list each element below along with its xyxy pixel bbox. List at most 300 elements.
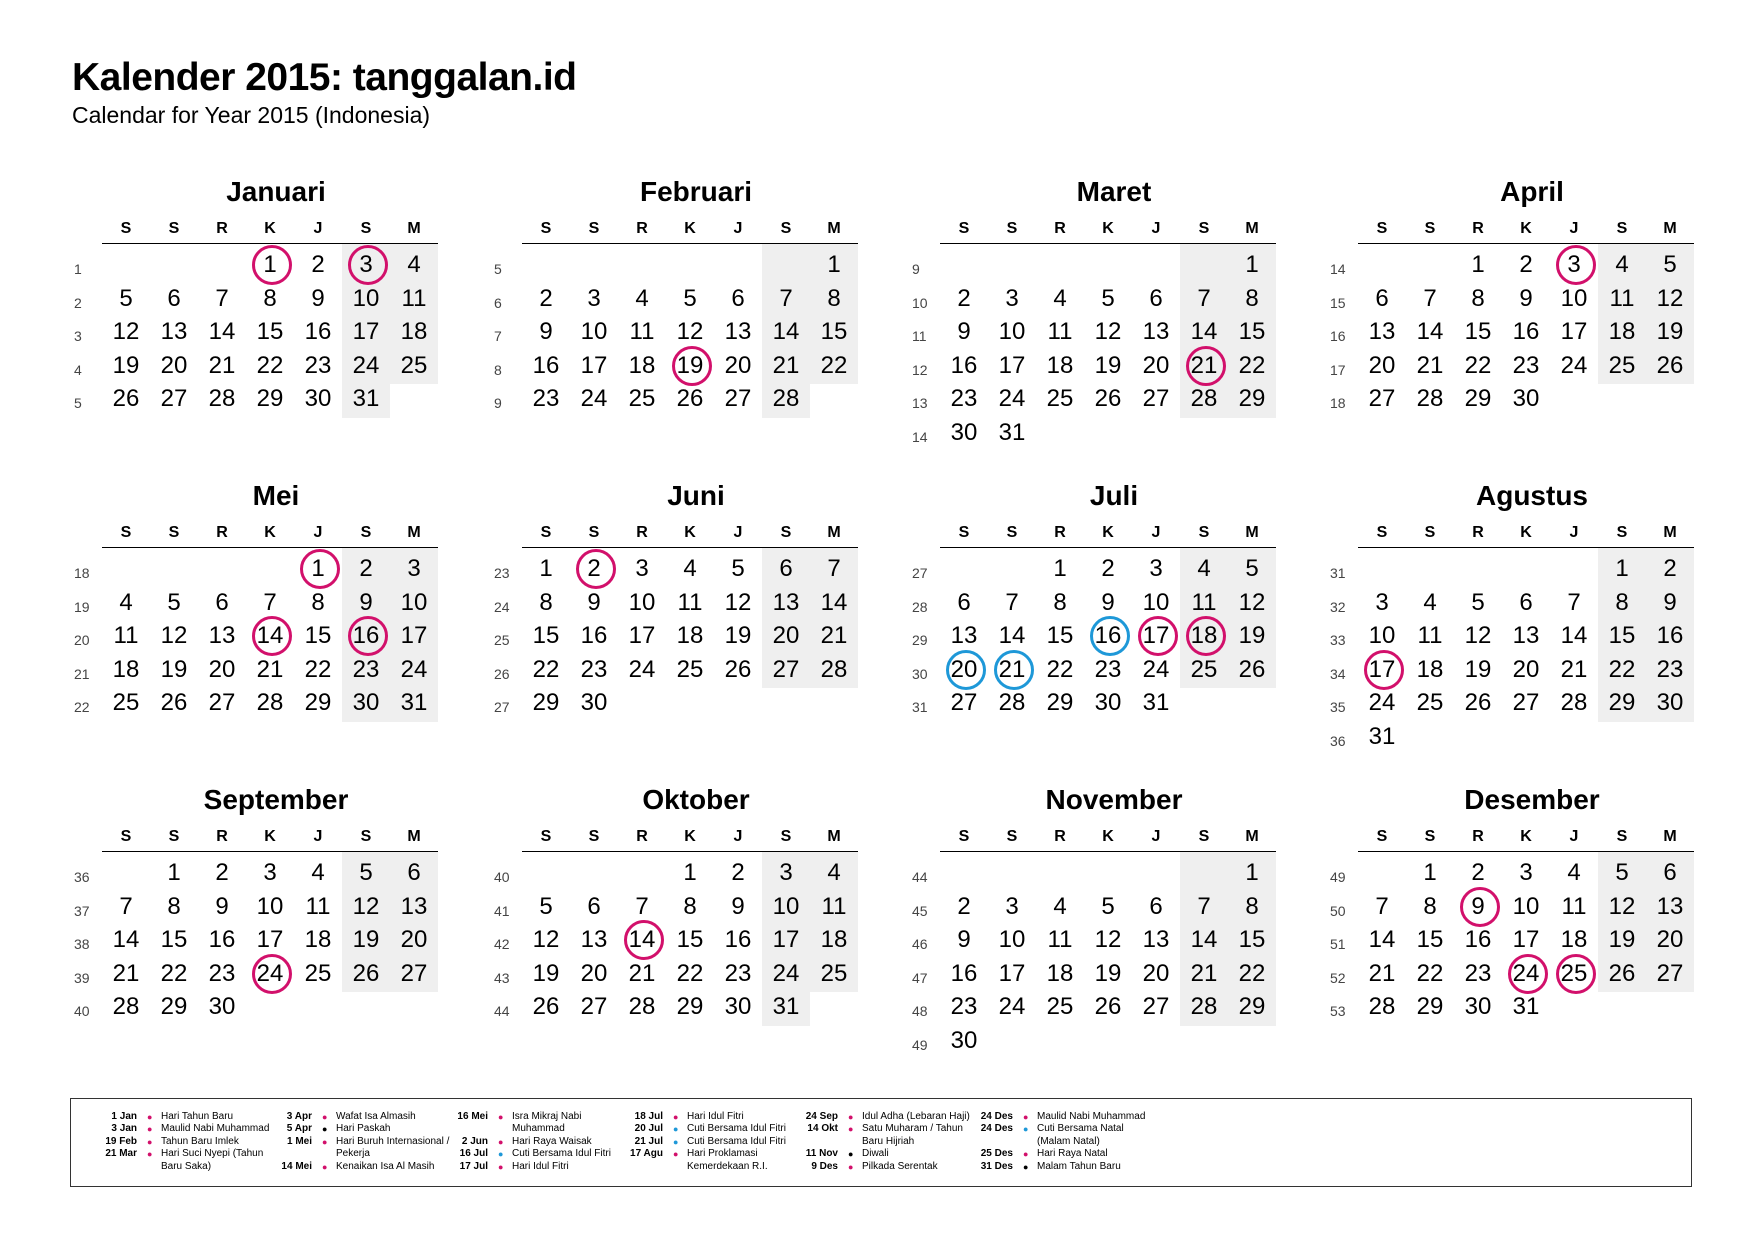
week-number: 1: [74, 261, 82, 277]
day-cell: 2: [1663, 555, 1677, 582]
week-number: 49: [1330, 869, 1346, 885]
day-cell: 27: [1512, 689, 1540, 716]
day-cell: 23: [1094, 655, 1122, 683]
day-cell-holiday: 1: [294, 552, 342, 585]
day-cell: 2: [1471, 859, 1485, 886]
day-cell-holiday: 21: [988, 653, 1036, 686]
header-rule: [102, 547, 438, 548]
day-cell: 21: [820, 622, 848, 649]
legend-date: 1 Mei: [286, 1135, 312, 1147]
month-januari: [68, 176, 458, 476]
day-cell: 1: [827, 251, 841, 278]
day-cell: 29: [1046, 689, 1074, 716]
month-juli: [906, 480, 1296, 780]
day-cell: 1: [1471, 251, 1485, 278]
day-cell: 29: [1608, 689, 1636, 716]
day-cell: 29: [1238, 385, 1266, 412]
day-cell-holiday: 14: [618, 923, 666, 956]
header-rule: [1358, 851, 1694, 852]
week-number: 23: [494, 565, 510, 581]
weekday-header: M: [1245, 524, 1259, 541]
day-cell: 26: [532, 993, 560, 1020]
day-cell: 13: [1142, 926, 1170, 953]
day-cell: 6: [731, 284, 745, 312]
day-cell: 13: [208, 622, 236, 649]
week-number: 50: [1330, 902, 1346, 919]
day-cell: 24: [400, 655, 428, 683]
day-cell-holiday: 16: [1084, 619, 1132, 652]
bullet-dot-icon: ●: [848, 1112, 854, 1122]
day-cell: 7: [827, 555, 841, 582]
day-cell: 1: [683, 859, 697, 886]
week-number: 32: [1330, 598, 1346, 615]
legend-entry: [961, 1148, 1167, 1160]
day-cell: 11: [677, 588, 703, 616]
day-cell: 27: [580, 993, 608, 1020]
day-cell: 14: [1560, 622, 1588, 649]
day-cell: 29: [256, 385, 284, 412]
week-number: 12: [912, 361, 928, 378]
day-cell: 10: [580, 318, 608, 345]
weekday-header: S: [958, 220, 970, 237]
day-cell: 9: [1101, 588, 1115, 616]
week-number: 46: [912, 936, 928, 952]
day-cell: 19: [532, 959, 560, 987]
weekday-header: J: [1569, 828, 1579, 845]
day-cell: 19: [160, 655, 188, 683]
day-cell-holiday: 17: [1132, 619, 1180, 652]
day-cell: 25: [820, 959, 848, 987]
header-rule: [940, 547, 1276, 548]
day-cell: 4: [683, 555, 697, 582]
day-cell: 16: [1512, 318, 1540, 345]
legend-text: Hari Buruh Internasional / Pekerja: [336, 1135, 450, 1160]
weekday-header: S: [120, 220, 132, 237]
day-cell-holiday: 16: [342, 619, 390, 652]
day-cell: 23: [950, 993, 978, 1020]
weekday-header: S: [1376, 524, 1388, 541]
day-cell: 15: [820, 318, 848, 345]
week-number: 5: [494, 261, 502, 277]
bullet-dot-icon: ●: [498, 1161, 504, 1172]
day-cell: 12: [1464, 622, 1492, 649]
week-number: 44: [494, 1003, 510, 1019]
legend-text: Malam Tahun Baru: [1037, 1160, 1121, 1172]
weekday-header: J: [1151, 524, 1161, 541]
day-cell: 19: [1094, 959, 1122, 987]
day-cell: 31: [998, 418, 1026, 446]
day-cell: 20: [772, 622, 800, 649]
day-cell: 9: [1519, 284, 1533, 312]
day-cell: 15: [1608, 622, 1636, 649]
day-cell: 10: [628, 588, 656, 616]
day-cell: 28: [1190, 993, 1218, 1020]
legend-text: Maulid Nabi Muhammad: [1037, 1111, 1146, 1122]
day-cell: 26: [1608, 959, 1636, 987]
day-cell: 6: [215, 588, 229, 616]
day-cell: 7: [1423, 284, 1437, 312]
day-cell: 11: [629, 318, 655, 345]
day-cell: 12: [352, 892, 380, 920]
day-cell: 11: [305, 892, 331, 920]
day-cell-holiday: 18: [1180, 619, 1228, 652]
day-cell: 4: [119, 588, 133, 616]
month-name: Desember: [1464, 784, 1600, 815]
day-cell: 27: [1656, 959, 1684, 987]
legend-text: Hari Paskah: [336, 1123, 391, 1135]
week-number: 27: [494, 699, 510, 715]
header-rule: [1358, 243, 1694, 244]
day-cell: 31: [400, 689, 428, 716]
day-cell: 18: [628, 351, 656, 379]
weekday-header: K: [1520, 524, 1532, 541]
week-number: 28: [912, 598, 928, 615]
legend-date: 21 Jul: [634, 1135, 663, 1147]
day-cell: 19: [1094, 351, 1122, 379]
day-cell: 22: [532, 655, 560, 683]
week-number: 19: [74, 598, 90, 615]
legend-text: Cuti Bersama Idul Fitri: [512, 1148, 611, 1160]
bullet-dot-icon: ●: [673, 1124, 679, 1135]
day-cell: 5: [359, 859, 373, 886]
weekday-header: M: [827, 220, 841, 237]
legend-text: Hari Raya Natal: [1037, 1148, 1108, 1160]
day-cell: 15: [160, 926, 188, 953]
day-cell: 7: [1375, 892, 1389, 920]
day-cell: 23: [724, 959, 752, 987]
week-number: 48: [912, 1003, 928, 1019]
day-cell: 5: [1245, 555, 1259, 582]
day-cell: 26: [1464, 689, 1492, 716]
weekday-header: S: [958, 524, 970, 541]
day-cell: 12: [532, 926, 560, 953]
day-cell: 13: [160, 318, 188, 345]
legend-text: Cuti Bersama Idul Fitri: [687, 1135, 786, 1147]
month-name: Januari: [226, 176, 326, 207]
week-number: 21: [74, 665, 90, 682]
month-name: Juli: [1089, 480, 1139, 511]
day-cell: 23: [208, 959, 236, 987]
day-cell: 8: [539, 588, 553, 616]
day-cell: 12: [1656, 284, 1684, 312]
day-cell: 20: [208, 655, 236, 683]
day-cell: 13: [950, 622, 978, 649]
day-cell: 21: [112, 959, 140, 987]
day-cell: 23: [950, 385, 978, 412]
day-cell: 21: [1560, 655, 1588, 683]
bullet-dot-icon: ●: [1023, 1124, 1029, 1135]
day-cell: 14: [1368, 926, 1396, 953]
month-name: September: [203, 784, 349, 815]
day-cell: 23: [1464, 959, 1492, 987]
day-cell: 28: [1560, 689, 1588, 716]
day-cell: 6: [167, 284, 181, 312]
weekday-header: R: [1472, 828, 1484, 845]
day-cell: 7: [1567, 588, 1581, 616]
week-number: 14: [912, 428, 928, 445]
day-cell: 12: [1608, 892, 1636, 920]
day-cell: 24: [352, 351, 380, 379]
week-number: 53: [1330, 1003, 1346, 1019]
day-cell: 15: [1238, 318, 1266, 345]
day-cell: 26: [1094, 385, 1122, 412]
day-cell: 27: [950, 689, 978, 716]
legend-date: 9 Des: [811, 1160, 838, 1172]
day-cell: 21: [1190, 959, 1218, 987]
day-cell: 18: [820, 926, 848, 953]
weekday-header: M: [1245, 220, 1259, 237]
week-number: 31: [912, 699, 928, 715]
weekday-header: M: [827, 828, 841, 845]
day-cell: 1: [1423, 859, 1437, 886]
week-number: 16: [1330, 328, 1346, 344]
bullet-dot-icon: ●: [322, 1161, 328, 1172]
day-cell: 12: [724, 588, 752, 616]
legend-text: Idul Adha (Lebaran Haji): [862, 1111, 970, 1122]
day-cell: 30: [352, 689, 380, 716]
day-cell: 23: [304, 351, 332, 379]
weekday-header: M: [407, 220, 421, 237]
weekday-header: S: [1424, 828, 1436, 845]
month-name: November: [1045, 784, 1183, 815]
day-cell: 10: [400, 588, 428, 616]
day-cell: 10: [256, 892, 284, 920]
legend-text: Maulid Nabi Muhammad: [161, 1123, 270, 1135]
month-desember: [1324, 784, 1714, 1084]
week-number: 14: [1330, 261, 1346, 277]
day-cell: 28: [112, 993, 140, 1020]
week-number: 11: [912, 328, 927, 344]
weekday-header: K: [1102, 220, 1114, 237]
day-cell: 11: [1561, 892, 1587, 920]
day-cell: 18: [112, 655, 140, 683]
week-number: 34: [1330, 665, 1346, 682]
day-cell: 8: [311, 588, 325, 616]
month-name: Maret: [1076, 176, 1152, 207]
week-number: 49: [912, 1036, 928, 1053]
month-name: Februari: [639, 176, 753, 207]
day-cell: 19: [1238, 622, 1266, 649]
day-cell: 25: [1608, 351, 1636, 379]
bullet-dot-icon: ●: [673, 1136, 679, 1147]
week-number: 10: [912, 294, 928, 311]
day-cell: 9: [957, 926, 971, 953]
day-cell: 17: [998, 351, 1026, 379]
day-cell: 8: [683, 892, 697, 920]
day-cell: 30: [1094, 689, 1122, 716]
day-cell: 24: [772, 959, 800, 987]
weekday-header: K: [1520, 220, 1532, 237]
day-cell: 19: [1464, 655, 1492, 683]
day-cell: 4: [1423, 588, 1437, 616]
day-cell: 18: [1608, 318, 1636, 345]
day-cell: 5: [683, 284, 697, 312]
header-rule: [522, 547, 858, 548]
day-cell: 17: [772, 926, 800, 953]
week-number: 24: [494, 598, 510, 615]
bullet-dot-icon: ●: [848, 1124, 854, 1135]
day-cell: 31: [352, 385, 380, 412]
weekday-header: K: [264, 220, 276, 237]
week-number: 36: [1330, 732, 1346, 749]
weekday-header: S: [360, 828, 372, 845]
header-rule: [1358, 547, 1694, 548]
weekday-header: M: [1663, 828, 1677, 845]
weekday-header: J: [733, 220, 743, 237]
weekday-header: R: [216, 220, 228, 237]
weekday-header: S: [1424, 220, 1436, 237]
day-cell: 18: [1560, 926, 1588, 953]
legend-date: 21 Mar: [105, 1148, 137, 1160]
legend-date: 17 Agu: [630, 1148, 663, 1160]
day-cell: 3: [1005, 892, 1019, 920]
day-cell-holiday: 25: [1550, 957, 1598, 990]
bullet-dot-icon: ●: [1023, 1161, 1029, 1172]
day-cell: 20: [1512, 655, 1540, 683]
legend-date: 16 Mei: [457, 1111, 488, 1122]
day-cell: 27: [400, 959, 428, 987]
day-cell: 6: [1519, 588, 1533, 616]
legend-date: 14 Mei: [281, 1160, 312, 1172]
day-cell: 5: [1101, 892, 1115, 920]
weekday-header: J: [1151, 828, 1161, 845]
legend-date: 19 Feb: [105, 1135, 137, 1147]
day-cell: 13: [772, 588, 800, 616]
day-cell: 7: [119, 892, 133, 920]
day-cell: 20: [1142, 959, 1170, 987]
day-cell: 7: [1197, 284, 1211, 312]
day-cell: 6: [1149, 892, 1163, 920]
day-cell: 8: [1615, 588, 1629, 616]
day-cell: 14: [112, 926, 140, 953]
weekday-header: S: [168, 828, 180, 845]
day-cell-holiday: 24: [246, 957, 294, 990]
legend-date: 5 Apr: [286, 1123, 312, 1135]
day-cell: 4: [1615, 251, 1629, 278]
day-cell: 28: [1416, 385, 1444, 412]
day-cell: 2: [957, 892, 971, 920]
day-cell: 17: [998, 959, 1026, 987]
day-cell: 20: [160, 351, 188, 379]
weekday-header: S: [168, 220, 180, 237]
day-cell: 18: [304, 926, 332, 953]
header-rule: [940, 851, 1276, 852]
weekday-header: S: [1198, 524, 1210, 541]
legend-text: Pilkada Serentak: [862, 1160, 938, 1172]
week-number: 17: [1330, 361, 1346, 378]
weekday-header: M: [407, 524, 421, 541]
legend-date: 16 Jul: [459, 1148, 488, 1160]
day-cell: 22: [1046, 655, 1074, 683]
day-cell: 24: [1142, 655, 1170, 683]
day-cell: 19: [1656, 318, 1684, 345]
week-number: 44: [912, 869, 928, 885]
day-cell: 9: [957, 318, 971, 345]
weekday-header: S: [1616, 220, 1628, 237]
weekday-header: R: [636, 220, 648, 237]
week-number: 7: [494, 328, 502, 344]
week-number: 51: [1330, 936, 1346, 952]
day-cell: 22: [1416, 959, 1444, 987]
day-cell: 13: [1656, 892, 1684, 920]
day-cell: 21: [208, 351, 236, 379]
week-number: 29: [912, 632, 928, 648]
day-cell: 17: [1560, 318, 1588, 345]
week-number: 43: [494, 969, 510, 986]
day-cell: 8: [1423, 892, 1437, 920]
week-number: 39: [74, 969, 90, 986]
day-cell: 26: [724, 655, 752, 683]
day-cell: 13: [1512, 622, 1540, 649]
weekday-header: K: [684, 220, 696, 237]
day-cell: 12: [1238, 588, 1266, 616]
week-number: 30: [912, 665, 928, 682]
weekday-header: S: [780, 828, 792, 845]
day-cell: 18: [676, 622, 704, 649]
day-cell: 7: [779, 284, 793, 312]
day-cell: 6: [779, 555, 793, 582]
day-cell: 7: [1197, 892, 1211, 920]
month-mei: [68, 480, 458, 780]
day-cell: 1: [1245, 251, 1259, 278]
week-number: 6: [494, 294, 502, 311]
weekday-header: S: [540, 524, 552, 541]
day-cell-holiday: 9: [1454, 890, 1502, 923]
day-cell: 30: [208, 993, 236, 1020]
week-number: 4: [74, 361, 82, 378]
legend-text: Hari Idul Fitri: [687, 1111, 744, 1122]
day-cell: 17: [256, 926, 284, 953]
day-cell: 12: [160, 622, 188, 649]
week-number: 47: [912, 969, 928, 986]
week-number: 27: [912, 565, 928, 581]
legend-date: 2 Jun: [461, 1135, 488, 1147]
day-cell: 20: [1142, 351, 1170, 379]
day-cell: 23: [352, 655, 380, 683]
legend-date: 1 Jan: [111, 1111, 137, 1122]
bullet-dot-icon: ●: [322, 1136, 328, 1147]
day-cell: 21: [772, 351, 800, 379]
day-cell: 10: [998, 926, 1026, 953]
day-cell: 15: [532, 622, 560, 649]
day-cell: 1: [1053, 555, 1067, 582]
day-cell: 8: [1245, 892, 1259, 920]
week-number: 31: [1330, 565, 1346, 581]
week-number: 20: [74, 632, 90, 648]
day-cell: 21: [256, 655, 284, 683]
day-cell: 15: [1046, 622, 1074, 649]
legend-column: [961, 1111, 1167, 1173]
weekday-header: S: [120, 828, 132, 845]
day-cell: 5: [1101, 284, 1115, 312]
day-cell: 15: [304, 622, 332, 649]
day-cell: 30: [950, 1026, 978, 1054]
day-cell: 25: [112, 689, 140, 716]
day-cell: 4: [1053, 892, 1067, 920]
day-cell: 4: [1197, 555, 1211, 582]
day-cell-holiday: 14: [246, 619, 294, 652]
weekday-header: S: [540, 220, 552, 237]
week-number: 5: [74, 395, 82, 411]
weekday-header: R: [216, 524, 228, 541]
day-cell: 30: [580, 689, 608, 716]
weekday-header: S: [1376, 828, 1388, 845]
day-cell: 16: [1464, 926, 1492, 953]
day-cell: 3: [1005, 284, 1019, 312]
day-cell-holiday: 2: [570, 552, 618, 585]
day-cell: 18: [1046, 351, 1074, 379]
week-number: 26: [494, 665, 510, 682]
